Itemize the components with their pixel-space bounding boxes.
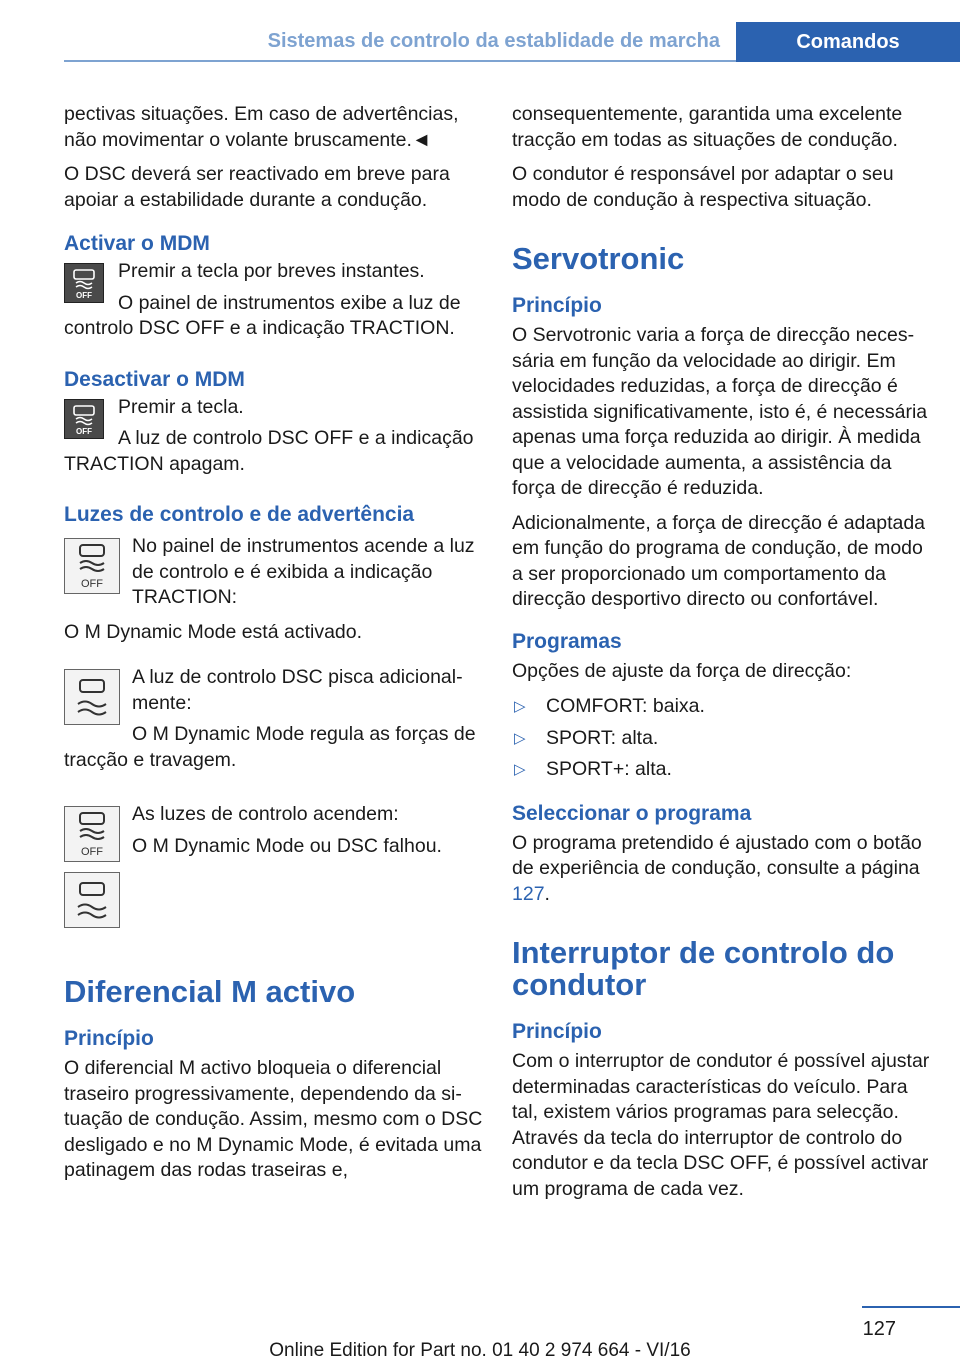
heading-interruptor: Interruptor de controlo do condutor bbox=[512, 935, 895, 1002]
heading-diferencial: Diferencial M activo bbox=[64, 974, 356, 1009]
edition-footer: Online Edition for Part no. 01 40 2 974 664 - VI/16 bbox=[269, 1340, 691, 1361]
bullet-triangle-icon: ▷ bbox=[514, 698, 526, 715]
bullet-triangle-icon: ▷ bbox=[514, 761, 526, 778]
heading-servotronic: Servotronic bbox=[512, 241, 685, 276]
warning-light-block bbox=[64, 534, 484, 620]
svg-text:OFF: OFF bbox=[76, 291, 92, 300]
dsc-off-button-icon bbox=[64, 263, 104, 303]
svg-text:OFF: OFF bbox=[81, 578, 103, 590]
left-column bbox=[64, 102, 484, 1193]
traction-warning-icon bbox=[64, 669, 120, 725]
header-section-title: Sistemas de controlo da establidade de marcha bbox=[267, 30, 720, 52]
dsc-off-warning-icon bbox=[64, 806, 120, 862]
paragraph: A luz de controlo DSC OFF e a indicação TRACTION apagam. bbox=[64, 427, 474, 475]
list-item: ▷ SPORT+: alta. bbox=[512, 757, 932, 783]
paragraph: O M Dynamic Mode está activado. bbox=[64, 620, 363, 643]
subheading-principio: Princípio bbox=[64, 1027, 154, 1050]
heading-desactivar: Desactivar o MDM bbox=[64, 367, 245, 391]
bullet-triangle-icon: ▷ bbox=[514, 729, 526, 747]
paragraph: O DSC deverá ser reactivado em breve para apoiar a estabilidade durante a condução. bbox=[64, 163, 450, 211]
footer-rule bbox=[862, 1306, 960, 1308]
paragraph: Opções de ajuste da força de direcção: bbox=[512, 659, 852, 682]
subheading-principio: Princípio bbox=[512, 1020, 602, 1043]
paragraph: Com o interruptor de condutor é possível ajustar determinadas características do veículo. Para tal, existem vários programas para selecção. Através da tecla do interruptor de controlo do condutor e da tecla DSC OFF, é possível activar um programa de cada vez. bbox=[512, 1050, 930, 1200]
paragraph: Adicionalmente, a força de direcção é adaptada em função do programa de condução, de modo a ser proporcionado um comportamento da direcção desportivo directo ou confortável. bbox=[512, 511, 926, 610]
subheading-principio: Princípio bbox=[512, 294, 602, 317]
subheading-seleccionar: Seleccionar o programa bbox=[512, 801, 752, 825]
svg-text:OFF: OFF bbox=[76, 426, 92, 436]
paragraph: O M Dynamic Mode regula as forças de tracção e travagem. bbox=[64, 723, 476, 771]
paragraph: O M Dynamic Mode ou DSC falhou. bbox=[132, 834, 442, 857]
heading-activar: Activar o MDM bbox=[64, 232, 210, 255]
header-chapter-tab: Comandos bbox=[736, 22, 960, 62]
right-column bbox=[512, 102, 932, 1211]
list-item: ▷ SPORT: alta. bbox=[512, 726, 932, 752]
paragraph: O diferencial M activo bloqueia o diferencial traseiro progressivamente, dependendo da situação de condução. Assim, mesmo com o DSC desligado e no M Dynamic Mode, é evitada uma patinagem das rodas traseiras e, bbox=[64, 1057, 483, 1181]
paragraph: Premir a tecla por breves instantes. bbox=[118, 260, 425, 282]
list-item: ▷ COMFORT: baixa. bbox=[512, 694, 932, 720]
subheading-programas: Programas bbox=[512, 629, 622, 653]
paragraph: O painel de instrumentos exibe a luz de controlo DSC OFF e a indicação TRACTION. bbox=[64, 291, 461, 339]
traction-warning-icon bbox=[64, 872, 120, 928]
warning-light-block bbox=[64, 802, 484, 868]
dsc-off-button-icon bbox=[64, 399, 104, 439]
paragraph: A luz de controlo DSC pisca adicionalmente: bbox=[132, 666, 463, 714]
programs-list bbox=[512, 694, 932, 783]
paragraph: pectivas situações. Em caso de advertências, não movimentar o volante bruscamente.◄ bbox=[64, 103, 459, 151]
paragraph: O Servotronic varia a força de direcção necessária em função da velocidade ao dirigir. Em velocidades reduzidas, a força de direcção é assistida significativamente, isto é, é necessária apenas uma força reduzida ao dirigir. À medida que a velocidade aumenta, a assistência da força de direcção é reduzida. bbox=[512, 324, 928, 499]
paragraph: Premir a tecla. bbox=[118, 395, 244, 418]
instruction-block bbox=[64, 259, 484, 351]
paragraph: O condutor é responsável por adaptar o seu modo de condução à respectiva situação. bbox=[512, 163, 894, 211]
paragraph: consequentemente, garantida uma excelente tracção em todas as situações de condução. bbox=[512, 103, 903, 151]
page-number: 127 bbox=[862, 1318, 896, 1340]
page-link[interactable]: 127 bbox=[512, 882, 545, 905]
paragraph: O programa pretendido é ajustado com o botão de experiência de condução, consulte a página 127. bbox=[512, 831, 922, 905]
warning-light-block bbox=[64, 665, 484, 782]
instruction-block bbox=[64, 395, 484, 487]
heading-luzes: Luzes de controlo e de advertência bbox=[64, 503, 415, 526]
paragraph: No painel de instrumentos acende a luz de controlo e é exibida a indicação TRACTION: bbox=[132, 535, 475, 608]
paragraph: As luzes de controlo acendem: bbox=[132, 803, 399, 825]
svg-text:OFF: OFF bbox=[81, 846, 103, 858]
dsc-off-warning-icon bbox=[64, 538, 120, 594]
